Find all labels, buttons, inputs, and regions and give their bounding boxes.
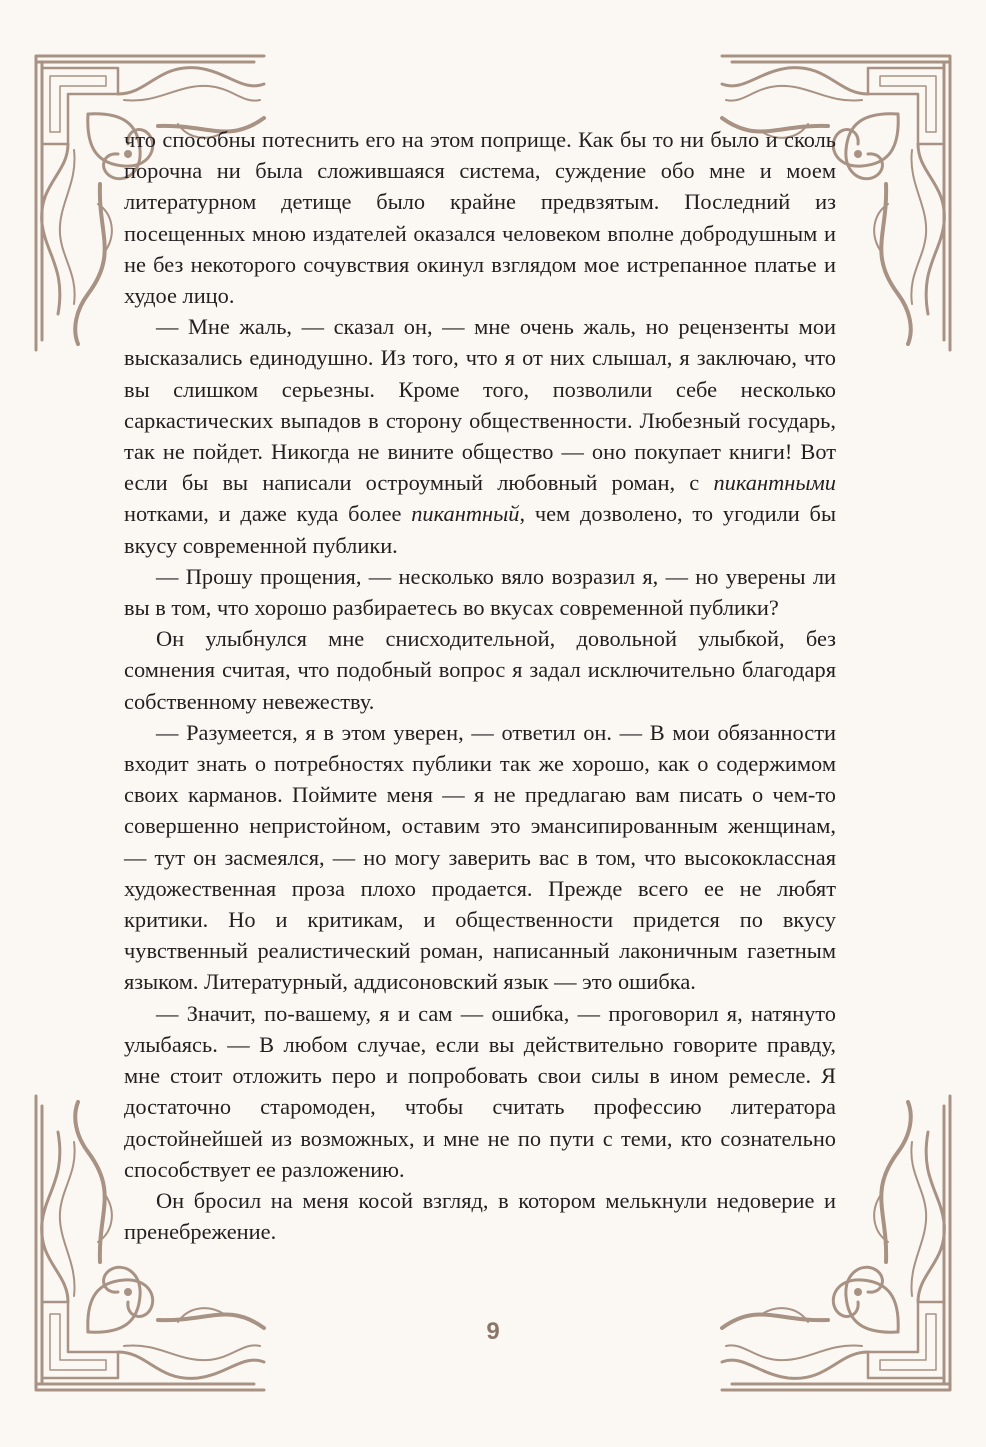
italic-word-pikantnymi: пикантными: [713, 470, 836, 496]
paragraph-6: — Значит, по-вашему, я и сам — ошибка, — проговорил я, натянуто улыбаясь. — В любом случае, если вы действительно говорите правду, мне стоит отложить перо и попробовать свои силы в ином ремесле. Я достаточно старомоден, чтобы считать профессию литератора достойнейшей из возможных, и мне не по пути с теми, кто сознательно способствует ее разложению.: [124, 1000, 836, 1182]
paragraph-3: — Прошу прощения, — несколько вяло возразил я, — но уверены ли вы в том, что хорошо разбираетесь во вкусах современной публики?: [124, 563, 836, 621]
paragraph-1: что способны потеснить его на этом поприще. Как бы то ни было и сколь порочна ни была сложившаяся система, суждение обо мне и моем литературном детище было крайне предвзятым. Последний из посещенных мною издателей оказался человеком вполне добродушным и не без некоторого сочувствия окинул взглядом мое истрепанное платье и худое лицо.: [124, 127, 836, 309]
paragraph-5: — Разумеется, я в этом уверен, — ответил он. — В мои обязанности входит знать о потребностях публики так же хорошо, как о содержимом своих карманов. Поймите меня — я не предлагаю вам писать о чем-то совершенно непристойном, оставим это эмансипированным женщинам, — тут он засмеялся, — но могу заверить вас в том, что высококлассная художественная проза плохо продается. Прежде всего ее не любят критики. Но и критикам, и общественности придется по вкусу чувственный реалистический роман, написанный лаконичным газетным языком. Литературный, аддисоновский язык — это ошибка.: [124, 719, 836, 995]
paragraph-4: Он улыбнулся мне снисходительной, довольной улыбкой, без сомнения считая, что подобный вопрос я задал исключительно благодаря собственному невежеству.: [124, 626, 836, 714]
body-text: [124, 124, 836, 1247]
paragraph-2: — Мне жаль, — сказал он, — мне очень жаль, но рецензенты мои высказались единодушно. Из того, что я от них слышал, я заключаю, что вы слишком серьезны. Кроме того, позволили себе несколько саркастических выпадов в сторону общественности. Любезный государь, так не пойдет. Никогда не вините общество — оно покупает книги! Вот если бы вы написали остроумный любовный роман, с пикантными нотками, и даже куда более пикантный, чем дозволено, то угодили бы вкусу современной публики.: [124, 314, 836, 558]
paragraph-7: Он бросил на меня косой взгляд, в котором мелькнули недоверие и пренебрежение.: [124, 1187, 836, 1245]
page-number: 9: [486, 1318, 500, 1345]
italic-word-pikantnyi: пикантный: [411, 501, 520, 527]
